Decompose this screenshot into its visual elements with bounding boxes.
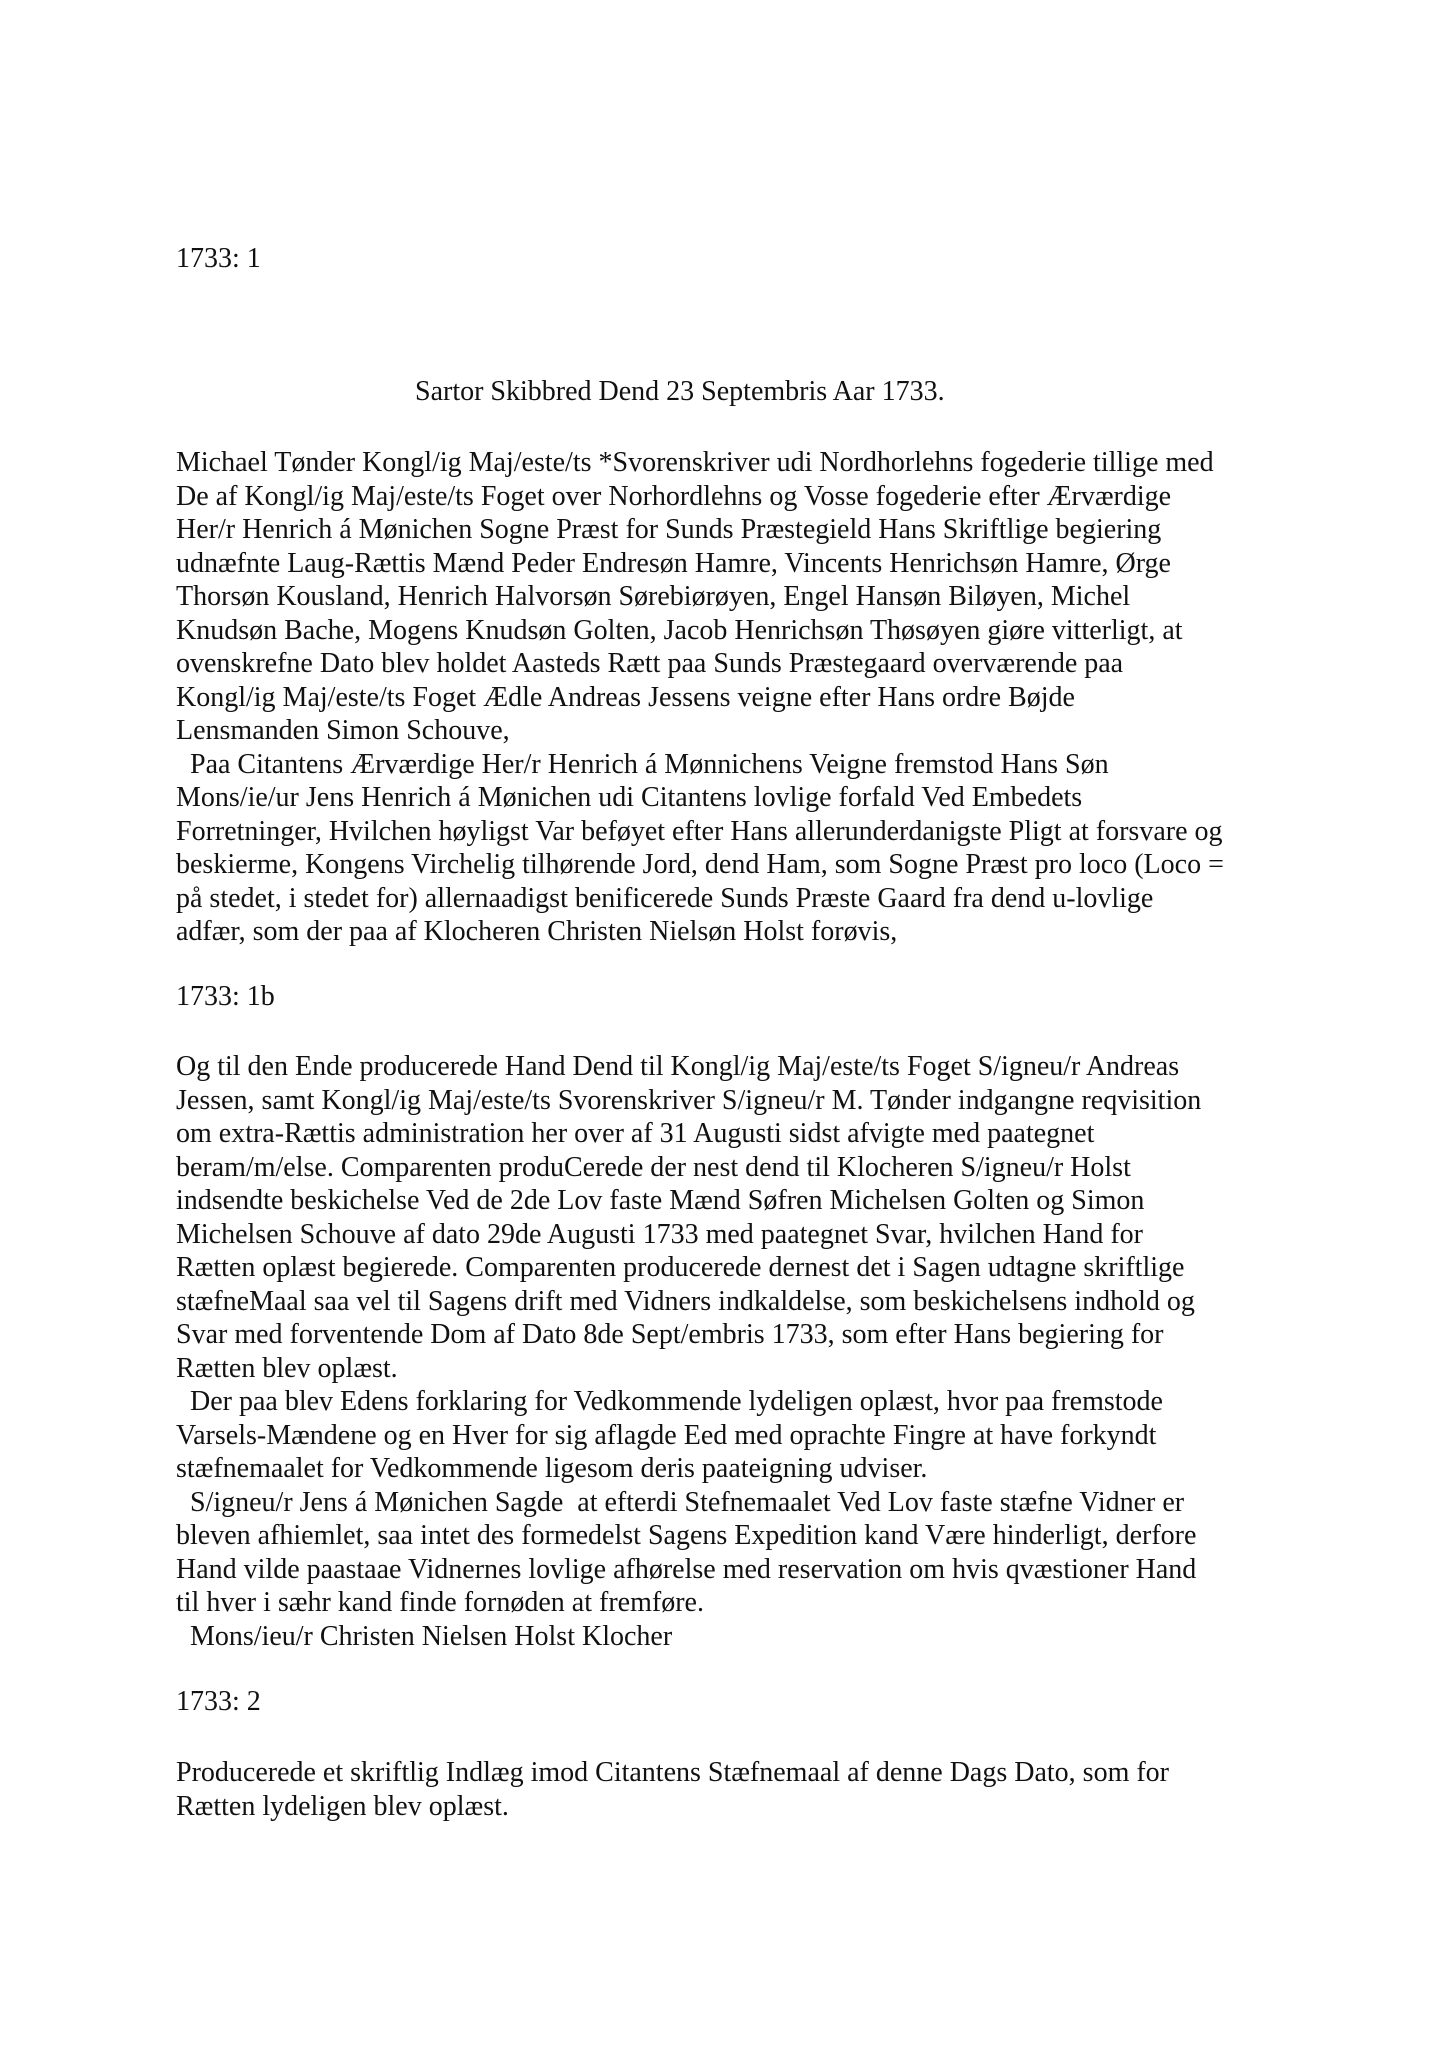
text-line: adfær, som der paa af Klocheren Christen Nielsøn Holst forøvis, bbox=[176, 916, 898, 947]
text-line: Michelsen Schouve af dato 29de Augusti 1733 med paategnet Svar, hvilchen Hand for bbox=[176, 1218, 1143, 1250]
text-line: Mons/ieu/r Christen Nielsen Holst Klocher bbox=[176, 1620, 673, 1652]
text-line: Hand vilde paastaae Vidnernes lovlige afhørelse med reservation om hvis qvæstioner Hand bbox=[176, 1553, 1197, 1585]
text-line: til hver i sæhr kand finde fornøden at fremføre. bbox=[176, 1587, 704, 1618]
paragraph-block-2 bbox=[176, 1050, 1201, 1653]
text-line: Varsels-Mændene og en Hver for sig aflagde Eed med oprachte Fingre at have forkyndt bbox=[176, 1419, 1157, 1451]
page-marker-1: 1733: 1 bbox=[176, 243, 261, 274]
text-line: indsendte beskichelse Ved de 2de Lov faste Mænd Søfren Michelsen Golten og Simon bbox=[176, 1185, 1145, 1216]
text-line: Knudsøn Bache, Mogens Knudsøn Golten, Jacob Henrichsøn Thøsøyen giøre vitterligt, at bbox=[176, 614, 1183, 646]
text-line: Rætten blev oplæst. bbox=[176, 1352, 398, 1384]
text-line: Svar med forventende Dom af Dato 8de Sept/embris 1733, som efter Hans begiering for bbox=[176, 1319, 1164, 1350]
text-line: Paa Citantens Ærværdige Her/r Henrich á Mønnichens Veigne fremstod Hans Søn bbox=[176, 748, 1109, 780]
page-marker-2: 1733: 2 bbox=[176, 1686, 261, 1717]
text-line: Michael Tønder Kongl/ig Maj/este/ts *Svorenskriver udi Nordhorlehns fogederie tillige med bbox=[176, 447, 1214, 478]
text-line: beram/m/else. Comparenten produCerede der nest dend til Klocheren S/igneu/r Holst bbox=[176, 1151, 1131, 1183]
text-line: Lensmanden Simon Schouve, bbox=[176, 715, 510, 746]
text-line: Kongl/ig Maj/este/ts Foget Ædle Andreas Jessens veigne efter Hans ordre Bøjde bbox=[176, 681, 1075, 713]
text-line: Mons/ie/ur Jens Henrich á Mønichen udi Citantens lovlige forfald Ved Embedets bbox=[176, 782, 1083, 813]
text-line: Rætten lydeligen blev oplæst. bbox=[176, 1790, 509, 1822]
text-line: bleven afhiemlet, saa intet des formedelst Sagens Expedition kand Være hinderligt, derfore bbox=[176, 1520, 1197, 1551]
text-line: udnæfnte Laug-Rættis Mænd Peder Endresøn Hamre, Vincents Henrichsøn Hamre, Ørge bbox=[176, 547, 1171, 579]
text-line: S/igneu/r Jens á Mønichen Sagde at efterdi Stefnemaalet Ved Lov faste stæfne Vidner er bbox=[176, 1486, 1185, 1518]
text-line: ovenskrefne Dato blev holdet Aasteds Rætt paa Sunds Præstegaard overværende paa bbox=[176, 648, 1124, 679]
court-heading: Sartor Skibbred Dend 23 Septembris Aar 1733. bbox=[415, 376, 945, 407]
text-line: stæfneMaal saa vel til Sagens drift med Vidners indkaldelse, som beskichelsens indhold og bbox=[176, 1285, 1195, 1317]
paragraph-block-1 bbox=[176, 446, 1224, 949]
paragraph-block-3 bbox=[176, 1756, 1169, 1823]
text-line: Jessen, samt Kongl/ig Maj/este/ts Svorenskriver S/igneu/r M. Tønder indgangne reqvisition bbox=[176, 1084, 1202, 1116]
text-line: Der paa blev Edens forklaring for Vedkommende lydeligen oplæst, hvor paa fremstode bbox=[176, 1386, 1163, 1417]
text-line: Thorsøn Kousland, Henrich Halvorsøn Sørebiørøyen, Engel Hansøn Biløyen, Michel bbox=[176, 581, 1131, 612]
text-line: Rætten oplæst begierede. Comparenten producerede dernest det i Sagen udtagne skriftlige bbox=[176, 1252, 1185, 1283]
text-line: Og til den Ende producerede Hand Dend til Kongl/ig Maj/este/ts Foget S/igneu/r Andreas bbox=[176, 1051, 1180, 1082]
text-line: Her/r Henrich á Mønichen Sogne Præst for Sunds Præstegield Hans Skriftlige begiering bbox=[176, 514, 1162, 545]
text-line: på stedet, i stedet for) allernaadigst benificerede Sunds Præste Gaard fra dend u-lovlige bbox=[176, 882, 1154, 914]
text-line: om extra-Rættis administration her over af 31 Augusti sidst afvigte med paategnet bbox=[176, 1118, 1095, 1149]
text-line: Producerede et skriftlig Indlæg imod Citantens Stæfnemaal af denne Dags Dato, som for bbox=[176, 1757, 1170, 1788]
text-line: Forretninger, Hvilchen høyligst Var beføyet efter Hans allerunderdanigste Pligt at forsvare og bbox=[176, 815, 1223, 847]
page-marker-1b: 1733: 1b bbox=[176, 981, 275, 1012]
text-line: De af Kongl/ig Maj/este/ts Foget over Norhordlehns og Vosse fogederie efter Ærværdige bbox=[176, 480, 1172, 512]
text-line: beskierme, Kongens Virchelig tilhørende Jord, dend Ham, som Sogne Præst pro loco (Loco = bbox=[176, 849, 1224, 880]
text-line: stæfnemaalet for Vedkommende ligesom deris paateigning udviser. bbox=[176, 1453, 928, 1484]
